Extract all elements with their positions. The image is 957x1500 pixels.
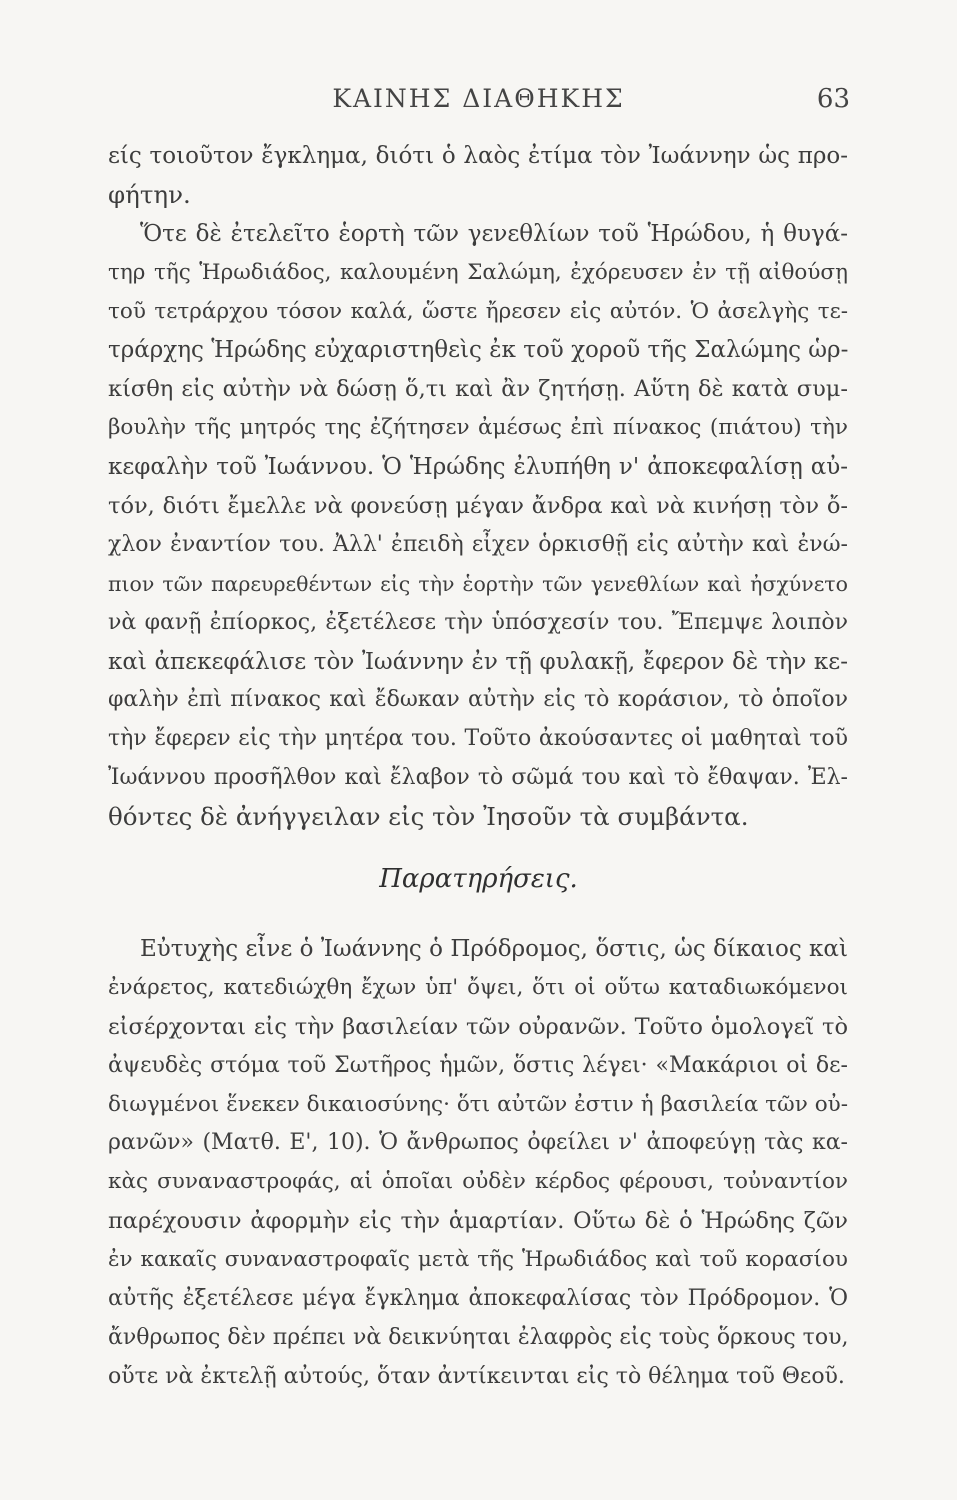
text-line: ἐνάρετος, κατεδιώχθη ἔχων ὑπ' ὄψει, ὅτι οἱ οὕτω καταδιωκόμενοι — [108, 974, 848, 1000]
text-line: τηρ τῆς Ἡρωδιάδος, καλουμένη Σαλώμη, ἐχόρευσεν ἐν τῇ αἰθούσῃ — [108, 259, 848, 285]
text-line: θόντες δὲ ἀνήγγειλαν εἰς τὸν Ἰησοῦν τὰ συμβάντα. — [108, 802, 749, 832]
text-line: τοῦ τετράρχου τόσον καλά, ὥστε ἤρεσεν εἰς αὐτόν. Ὁ ἀσελγὴς τε- — [108, 298, 848, 324]
text-line: καὶ ἀπεκεφάλισε τὸν Ἰωάννην ἐν τῇ φυλακῇ, ἔφερον δὲ τὴν κε- — [108, 648, 848, 675]
text-line: Ἰωάννου προσῆλθον καὶ ἔλαβον τὸ σῶμά του καὶ τὸ ἔθαψαν. Ἐλ- — [108, 765, 848, 791]
text-line: διωγμένοι ἕνεκεν δικαιοσύνης· ὅτι αὐτῶν ἐστιν ἡ βασιλεία τῶν οὐ- — [108, 1091, 848, 1117]
text-line: βουλὴν τῆς μητρός της ἐζήτησεν ἀμέσως ἐπὶ πίνακος (πιάτου) τὴν — [108, 415, 848, 441]
text-line: κίσθη εἰς αὐτὴν νὰ δώσῃ ὅ,τι καὶ ἂν ζητήσῃ. Αὕτη δὲ κατὰ συμ- — [108, 376, 848, 403]
text-line: παρέχουσιν ἀφορμὴν εἰς τὴν ἁμαρτίαν. Οὕτω δὲ ὁ Ἡρώδης ζῶν — [108, 1208, 848, 1235]
text-line: ἀψευδὲς στόμα τοῦ Σωτῆρος ἡμῶν, ὅστις λέγει· «Μακάριοι οἱ δε- — [108, 1052, 848, 1078]
text-line: φαλὴν ἐπὶ πίνακος καὶ ἔδωκαν αὐτὴν εἰς τὸ κοράσιον, τὸ ὁποῖον — [108, 687, 848, 713]
page-number: 63 — [816, 84, 850, 114]
text-line: κεφαλὴν τοῦ Ἰωάννου. Ὁ Ἡρώδης ἐλυπήθη ν' ἀποκεφαλίσῃ αὐ- — [108, 454, 848, 481]
narrative-text — [108, 137, 848, 837]
text-line: χλον ἐναντίον του. Ἀλλ' ἐπειδὴ εἶχεν ὁρκισθῇ εἰς αὐτὴν καὶ ἐνώ- — [108, 531, 848, 557]
text-line: κὰς συναναστροφάς, αἱ ὁποῖαι οὐδὲν κέρδος φέρουσι, τοὐναντίον — [108, 1169, 848, 1195]
text-line: πιον τῶν παρευρεθέντων εἰς τὴν ἑορτὴν τῶν γενεθλίων καὶ ἠσχύνετο — [108, 571, 848, 596]
text-line: οὔτε νὰ ἐκτελῇ αὐτούς, ὅταν ἀντίκεινται εἰς τὸ θέλημα τοῦ Θεοῦ. — [108, 1363, 845, 1389]
text-line: ρανῶν» (Ματθ. Ε', 10). Ὁ ἄνθρωπος ὀφείλει ν' ἀποφεύγῃ τὰς κα- — [108, 1130, 848, 1156]
text-line: ἄνθρωπος δὲν πρέπει νὰ δεικνύηται ἐλαφρὸς εἰς τοὺς ὅρκους του, — [108, 1324, 849, 1350]
text-line: ἐν κακαῖς συναναστροφαῖς μετὰ τῆς Ἡρωδιάδος καὶ τοῦ κορασίου — [108, 1247, 848, 1273]
text-line: φήτην. — [108, 179, 191, 209]
text-line: τράρχης Ἡρώδης εὐχαριστηθεὶς ἐκ τοῦ χοροῦ τῆς Σαλώμης ὡρ- — [108, 337, 849, 364]
text-line: Ὅτε δὲ ἐτελεῖτο ἑορτὴ τῶν γενεθλίων τοῦ Ἡρώδου, ἡ θυγά- — [140, 220, 848, 247]
running-head — [0, 84, 957, 124]
text-line: τὴν ἔφερεν εἰς τὴν μητέρα του. Τοῦτο ἀκούσαντες οἱ μαθηταὶ τοῦ — [108, 726, 848, 752]
text-line: νὰ φανῇ ἐπίορκος, ἐξετέλεσε τὴν ὑπόσχεσίν του. Ἔπεμψε λοιπὸν — [108, 609, 848, 635]
section-heading: Παρατηρήσεις. — [379, 864, 578, 894]
text-line: τόν, διότι ἔμελλε νὰ φονεύσῃ μέγαν ἄνδρα καὶ νὰ κινήσῃ τὸν ὄ- — [108, 493, 848, 520]
text-line: είς τοιοῦτον ἔγκλημα, διότι ὁ λαὸς ἐτίμα τὸν Ἰωάννην ὡς προ- — [108, 143, 848, 169]
text-line: Εὐτυχὴς εἶνε ὁ Ἰωάννης ὁ Πρόδρομος, ὅστις, ὡς δίκαιος καὶ — [140, 936, 848, 962]
text-line: εἰσέρχονται εἰς τὴν βασιλείαν τῶν οὐρανῶν. Τοῦτο ὁμολογεῖ τὸ — [108, 1013, 848, 1040]
remarks-text — [108, 930, 848, 1397]
text-line: αὐτῆς ἐξετέλεσε μέγα ἔγκλημα ἀποκεφαλίσας τὸν Πρόδρομον. Ὁ — [108, 1286, 848, 1312]
running-title: ΚΑΙΝΗΣ ΔΙΑΘΗΚΗΣ — [332, 84, 625, 113]
